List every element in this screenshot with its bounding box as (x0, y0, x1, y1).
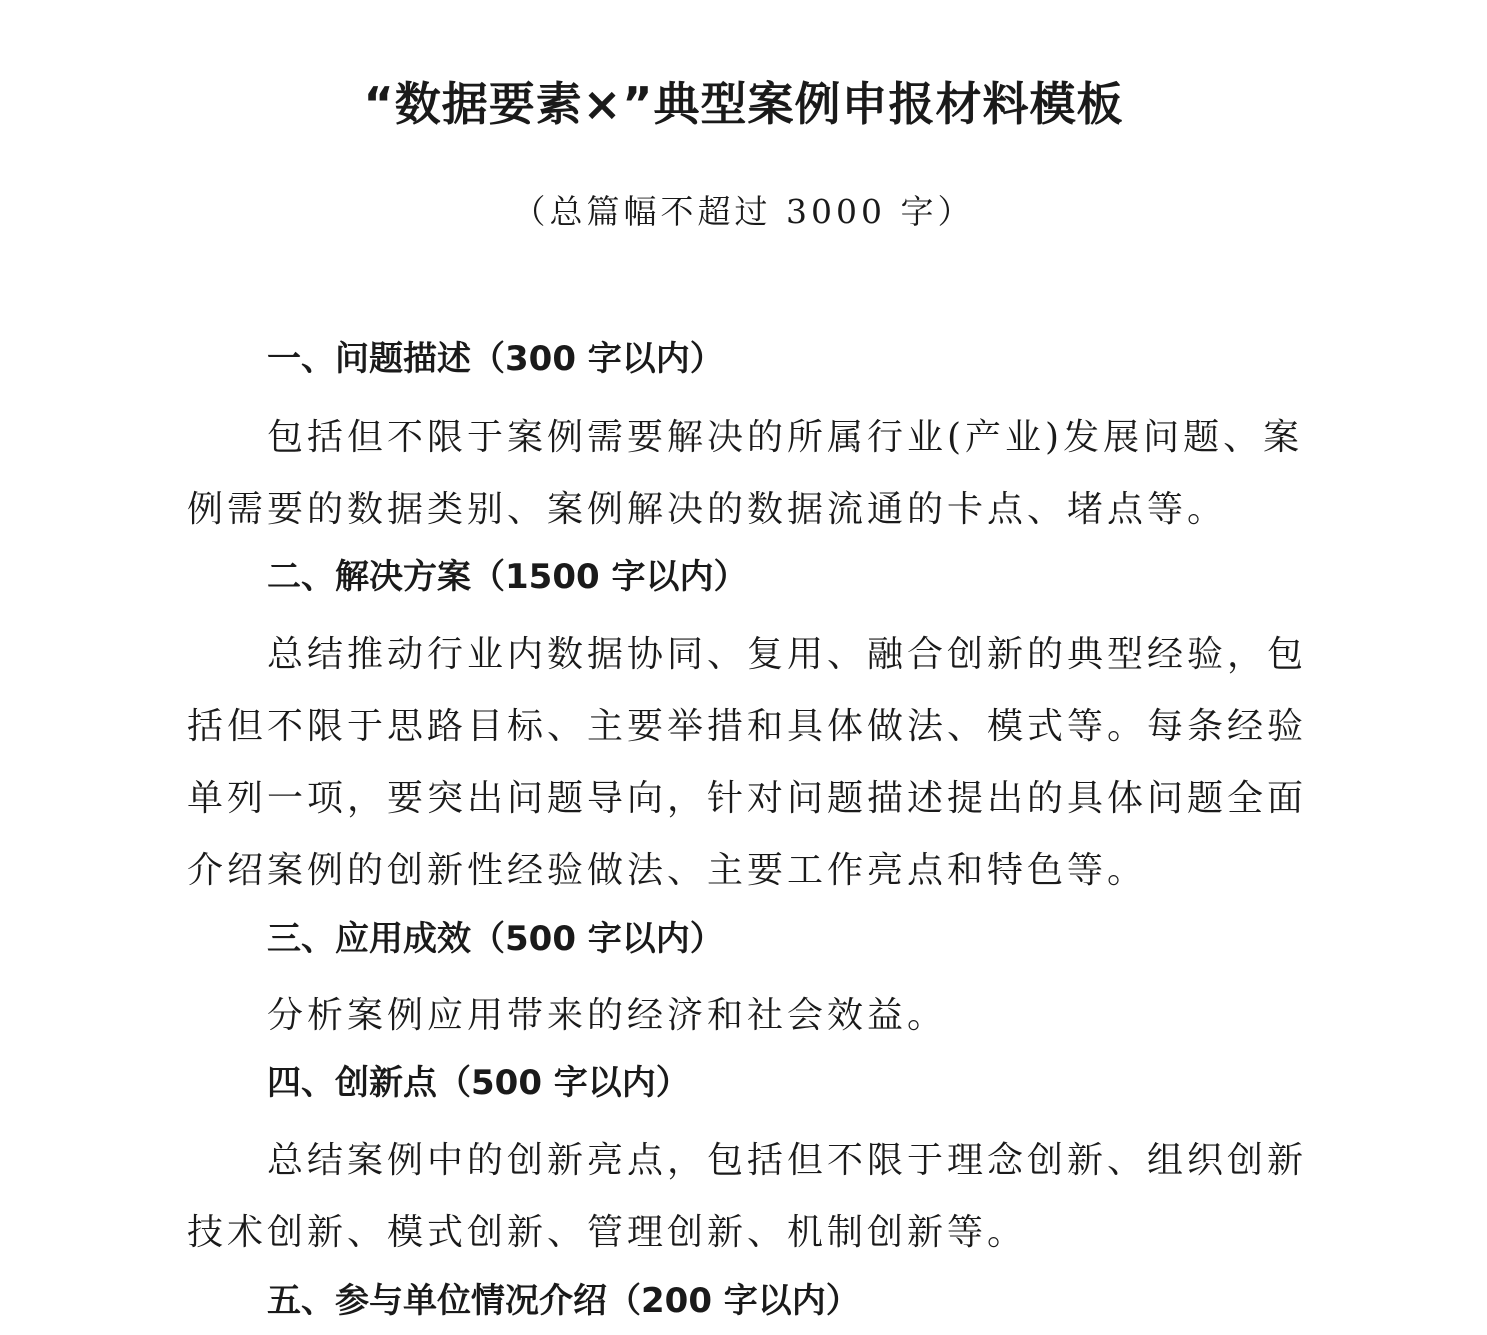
section-heading-participants: 五、参与单位情况介绍（200 字以内） (267, 1281, 860, 1321)
section-text-line: 介绍案例的创新性经验做法、主要工作亮点和特色等。 (187, 850, 1148, 891)
section-heading-problem: 一、问题描述（300 字以内） (267, 339, 724, 379)
section-text-line: 分析案例应用带来的经济和社会效益。 (267, 995, 948, 1036)
section-text-line: 例需要的数据类别、案例解决的数据流通的卡点、堵点等。 (187, 489, 1228, 530)
section-heading-solution: 二、解决方案（1500 字以内） (267, 557, 748, 597)
section-text-line: 包括但不限于案例需要解决的所属行业(产业)发展问题、案 (267, 417, 1304, 458)
document-title: “数据要素×”典型案例申报材料模板 (363, 77, 1124, 131)
section-text-line: 总结推动行业内数据协同、复用、融合创新的典型经验，包 (267, 634, 1308, 675)
section-heading-results: 三、应用成效（500 字以内） (267, 919, 724, 959)
section-text-line: 括但不限于思路目标、主要举措和具体做法、模式等。每条经验 (187, 706, 1308, 747)
document-subtitle: （总篇幅不超过 3000 字） (512, 192, 975, 231)
section-heading-innovation: 四、创新点（500 字以内） (267, 1063, 690, 1103)
section-text-line: 总结案例中的创新亮点，包括但不限于理念创新、组织创新 (267, 1140, 1308, 1181)
section-text-line: 技术创新、模式创新、管理创新、机制创新等。 (187, 1212, 1028, 1253)
section-text-line: 单列一项，要突出问题导向，针对问题描述提出的具体问题全面 (187, 778, 1308, 819)
